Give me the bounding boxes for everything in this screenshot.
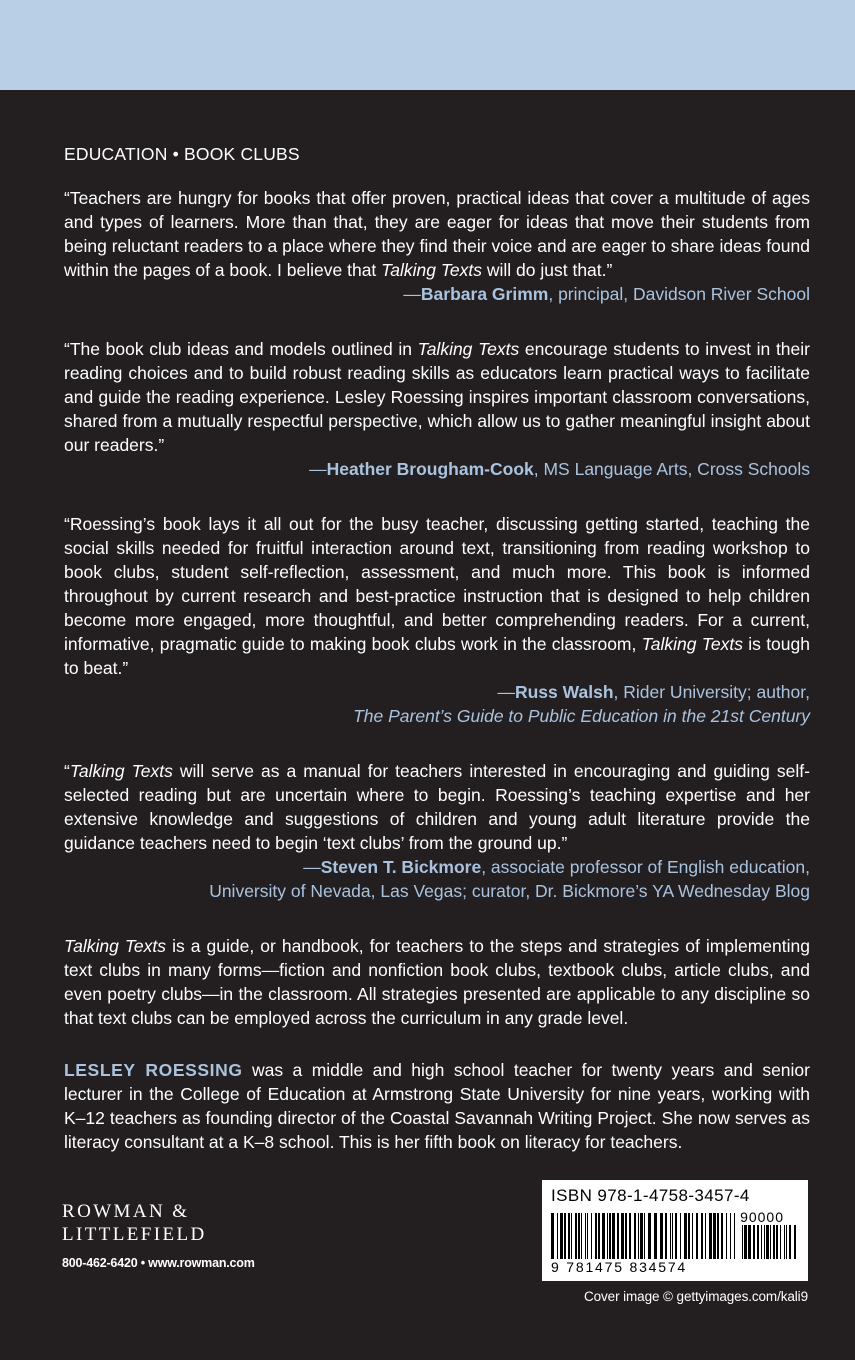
endorsement-quote (64, 186, 810, 306)
barcode-bar (744, 1225, 747, 1259)
author-bio: LESLEY ROESSING was a middle and high school teacher for twenty years and senior lecturer in the College of Education at Armstrong State University for nine years, working with K–12 teachers as founding director of the Coastal Savannah Writing Project. She now serves as literacy consultant at a K–8 school. This is her fifth book on literacy for teachers. (64, 1060, 810, 1152)
barcode-bar (684, 1213, 687, 1259)
author-name: LESLEY ROESSING (64, 1060, 243, 1080)
barcode-bar (753, 1225, 755, 1259)
barcode-bar (551, 1213, 554, 1259)
barcode-bar (761, 1225, 762, 1259)
barcode-bar (786, 1225, 787, 1259)
barcode-bar (784, 1225, 785, 1259)
isbn-barcode (542, 1180, 808, 1281)
endorsement-quote (64, 759, 810, 903)
barcode-bar (571, 1213, 572, 1259)
barcode-bar (621, 1213, 624, 1259)
ean-digits: 9 781475 834574 (551, 1259, 687, 1275)
barcode-bar (585, 1213, 586, 1259)
barcode-bar (560, 1213, 563, 1259)
publisher-block (62, 1200, 322, 1270)
endorser-name: Russ Walsh (514, 682, 614, 702)
barcode-bar (598, 1213, 600, 1259)
endorsement-quote (64, 512, 810, 728)
quote-attribution: —Heather Brougham-Cook, MS Language Arts, Cross Schools (309, 459, 810, 479)
barcode-bar (688, 1213, 690, 1259)
ean-barcode-bars (551, 1213, 737, 1259)
barcode-bar (660, 1213, 663, 1259)
barcode-bar (625, 1213, 627, 1259)
barcode-bar (789, 1225, 791, 1259)
publisher-logo: ROWMAN & LITTLEFIELD (62, 1201, 207, 1245)
quote-attribution: —Barbara Grimm, principal, Davidson River School (403, 284, 810, 304)
barcode-bar (575, 1213, 577, 1259)
barcode-bar (734, 1213, 735, 1259)
addon-barcode-bars (742, 1225, 800, 1259)
barcode-bar (578, 1213, 580, 1259)
cover-image-credit: Cover image © gettyimages.com/kali9 (583, 1289, 808, 1304)
endorser-name: Barbara Grimm (420, 284, 549, 304)
barcode-bar (780, 1225, 781, 1259)
endorsement-quote (64, 337, 810, 481)
book-title: Talking Texts (381, 260, 483, 280)
quote-text: “Teachers are hungry for books that offer proven, practical ideas that cover a multitude of ages and types of learners. More than that, they are eager for ideas that move their students from being reluctant readers to a place where they find their voice and are eager to share ideas found within the pages of a book. I believe that Talking Texts will do just that.” (64, 188, 810, 280)
quote-attribution: —Steven T. Bickmore, associate professor of English education, (303, 857, 810, 877)
barcode-bar (764, 1225, 765, 1259)
barcode-bar (568, 1213, 570, 1259)
quote-text: “Talking Texts will serve as a manual for teachers interested in encouraging and guiding self-selected reading but are uncertain where to begin. Roessing’s teaching expertise and her extensive knowledge and suggestions of children and young adult literature provide the guidance teachers need to begin ‘text clubs’ from the ground up.” (64, 761, 810, 853)
barcode-bar (644, 1213, 645, 1259)
isbn-number: ISBN 978-1-4758-3457-4 (551, 1186, 750, 1205)
book-title: Talking Texts (641, 634, 743, 654)
quote-attribution: —Russ Walsh, Rider University; author, (497, 682, 810, 702)
barcode-bar (709, 1213, 712, 1259)
barcode-bar (638, 1213, 639, 1259)
barcode-bar (757, 1225, 759, 1259)
barcode-bar (607, 1213, 608, 1259)
barcode-bar (564, 1213, 566, 1259)
top-color-band (0, 0, 855, 90)
barcode-bar (773, 1225, 775, 1259)
barcode-bar (665, 1213, 667, 1259)
endorser-name: Heather Brougham-Cook (326, 459, 534, 479)
endorser-affiliation: University of Nevada, Las Vegas; curator, Dr. Bickmore’s YA Wednesday Blog (209, 881, 810, 901)
barcode-bar (654, 1213, 657, 1259)
endorser-name: Steven T. Bickmore (320, 857, 482, 877)
barcode-bar (766, 1225, 769, 1259)
endorser-book-title: The Parent’s Guide to Public Education in the 21st Century (353, 706, 810, 726)
book-title: Talking Texts (64, 936, 167, 956)
publisher-contact: 800-462-6420 • www.rowman.com (62, 1256, 255, 1270)
barcode-bar (717, 1213, 719, 1259)
book-title: Talking Texts (417, 339, 520, 359)
book-description: Talking Texts is a guide, or handbook, for teachers to the steps and strategies of implementing text clubs in many forms—fiction and nonfiction book clubs, textbook clubs, article clubs, and even poetry clubs—in the classroom. All strategies presented are applicable to any discipline so that text clubs can be employed across the curriculum in any grade level. (64, 936, 810, 1028)
barcode-bar (634, 1213, 636, 1259)
barcode-bar (670, 1213, 671, 1259)
barcode-bar (705, 1213, 706, 1259)
barcode-bar (591, 1213, 592, 1259)
barcode-bar (581, 1213, 582, 1259)
quote-text: “Roessing’s book lays it all out for the busy teacher, discussing getting started, teaching the social skills needed for fruitful interaction around text, transitioning from reading workshop to book clubs, student self-reflection, assessment, and much more. This book is informed throughout by current research and best-practice instruction that is designed to help children become more engaged, more thoughtful, and better comprehending readers. For a current, informative, pragmatic guide to making book clubs work in the classroom, Talking Texts is tough to beat.” (64, 514, 810, 678)
barcode-bar (701, 1213, 703, 1259)
category-label: EDUCATION • BOOK CLUBS (64, 144, 300, 164)
back-cover-text (64, 142, 810, 1154)
barcode-bar (680, 1213, 681, 1259)
barcode-bar (587, 1213, 588, 1259)
barcode-bar (617, 1213, 619, 1259)
barcode-bar (595, 1213, 597, 1259)
barcode-bar (696, 1213, 698, 1259)
barcode-bar (612, 1213, 615, 1259)
barcode-bar (609, 1213, 611, 1259)
barcode-bar (742, 1225, 743, 1259)
barcode-bar (770, 1225, 771, 1259)
barcode-bar (675, 1213, 677, 1259)
barcode-bar (794, 1225, 796, 1259)
barcode-bar (726, 1213, 727, 1259)
barcode-bar (648, 1213, 651, 1259)
barcode-bar (776, 1225, 778, 1259)
price-code: 90000 (740, 1209, 784, 1225)
barcode-bar (602, 1213, 605, 1259)
book-title: Talking Texts (69, 761, 173, 781)
quote-text: “The book club ideas and models outlined in Talking Texts encourage students to invest in their reading choices and to build robust reading skills as educators learn practical ways to facilitate and guide the reading experience. Lesley Roessing inspires important classroom conversations, shared from a mutually respectful perspective, which allow us to gather meaningful insight about our readers.” (64, 339, 810, 455)
barcode-bar (748, 1225, 751, 1259)
barcode-bar (730, 1213, 731, 1259)
barcode-bar (629, 1213, 631, 1259)
barcode-bar (557, 1213, 558, 1259)
barcode-bar (640, 1213, 643, 1259)
barcode-bar (672, 1213, 673, 1259)
barcode-bar (721, 1213, 723, 1259)
barcode-bar (692, 1213, 693, 1259)
barcode-bar (713, 1213, 716, 1259)
